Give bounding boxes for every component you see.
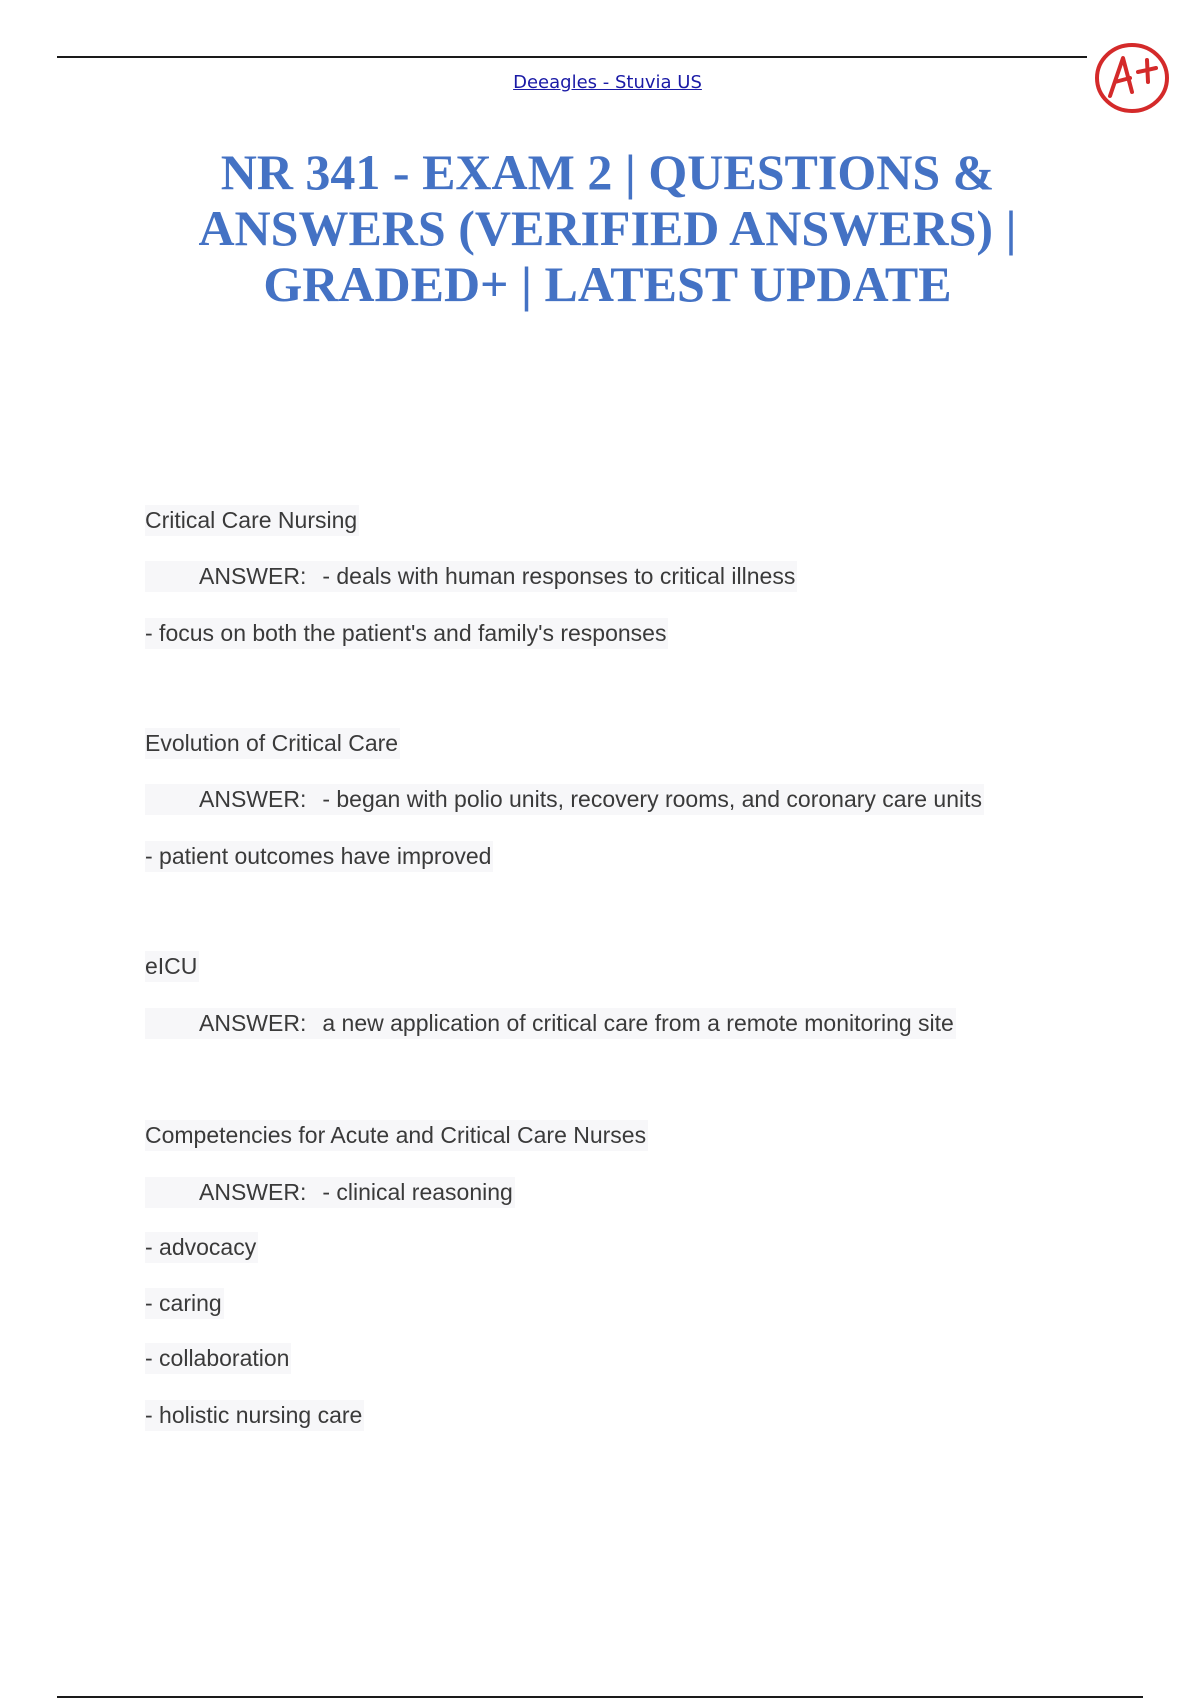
grade-stamp-icon [1092, 40, 1172, 116]
answer-line: - advocacy [145, 1232, 258, 1263]
question-eicu: eICU [145, 951, 199, 982]
question-competencies: Competencies for Acute and Critical Care Nurses [145, 1120, 648, 1151]
answer-line: - collaboration [145, 1343, 291, 1374]
document-title: NR 341 - EXAM 2 | QUESTIONS & ANSWERS (VERIFIED ANSWERS) | GRADED+ | LATEST UPDATE [198, 144, 1017, 312]
answer-line: - patient outcomes have improved [145, 841, 493, 872]
answer-critical-care-nursing [145, 561, 797, 592]
question-critical-care-nursing: Critical Care Nursing [145, 505, 359, 536]
answer-evolution-of-critical-care [145, 784, 984, 815]
answer-text: - deals with human responses to critical illness [322, 563, 796, 589]
answer-label: ANSWER: [199, 786, 307, 812]
answer-text: - began with polio units, recovery rooms, and coronary care units [322, 786, 982, 812]
answer-text: - clinical reasoning [322, 1179, 513, 1205]
answer-text: a new application of critical care from a remote monitoring site [322, 1010, 954, 1036]
answer-line: - focus on both the patient's and family's responses [145, 618, 668, 649]
answer-label: ANSWER: [199, 1010, 307, 1036]
answer-eicu [145, 1008, 956, 1039]
answer-label: ANSWER: [199, 1179, 307, 1205]
bottom-rule [57, 1696, 1143, 1698]
top-rule [57, 56, 1087, 58]
question-evolution-of-critical-care: Evolution of Critical Care [145, 728, 400, 759]
answer-line: - holistic nursing care [145, 1400, 364, 1431]
header-source-link[interactable]: Deeagles - Stuvia US [513, 72, 702, 93]
answer-line: - caring [145, 1288, 224, 1319]
answer-competencies [145, 1177, 515, 1208]
answer-label: ANSWER: [199, 563, 307, 589]
